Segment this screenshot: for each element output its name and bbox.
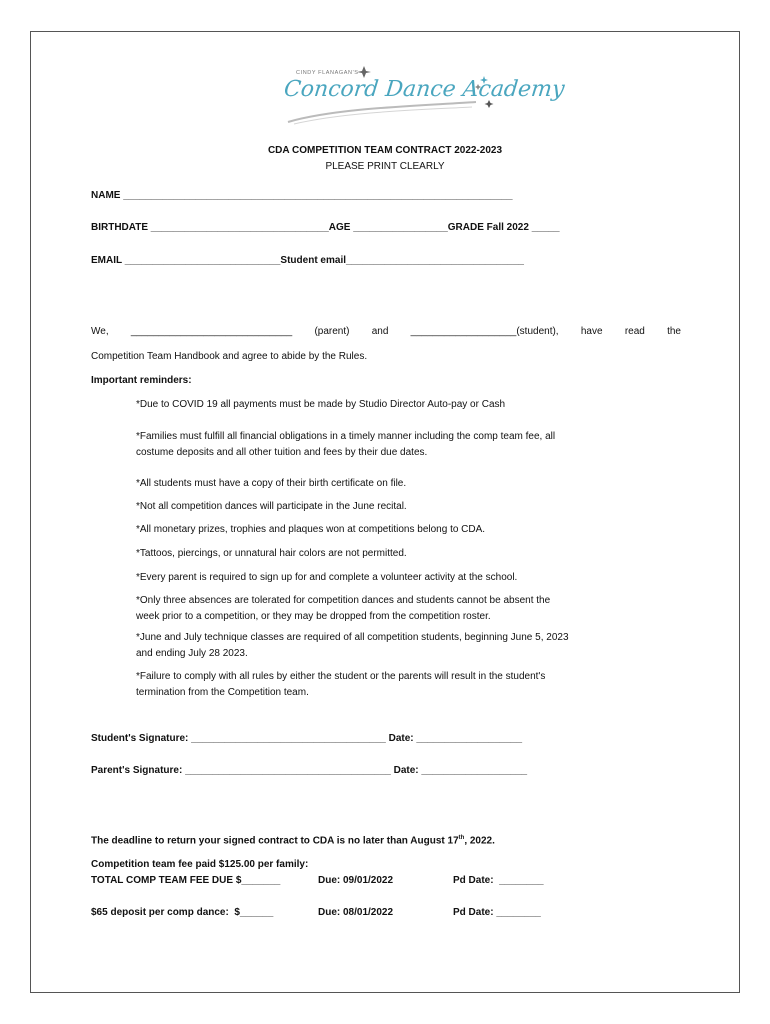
deposit-field[interactable]: $65 deposit per comp dance: $______ [91,907,274,918]
reminder-item: *Only three absences are tolerated for competition dances and students cannot be absent the week prior to a competition, or they may be dropped from the competition roster. [136,595,551,622]
reminder-item: *All monetary prizes, trophies and plaques won at competitions belong to CDA. [136,524,486,535]
academy-logo [276,62,566,128]
deadline-end: , 2022. [464,835,495,847]
total-fee-due-date: Due: 09/01/2022 [318,875,394,886]
reminder-item: *Not all competition dances will participate in the June recital. [136,501,407,512]
reminder-item: *June and July technique classes are required of all competition students, beginning June 5, 2023 and ending July 28 2023. [136,632,569,659]
reminders-heading: Important reminders: [91,375,192,386]
student-name-blank[interactable]: ___________________(student), [410,326,559,337]
reminder-item: *Families must fulfill all financial obligations in a timely manner including the comp team fee, all costume deposits and all other tuition and fees by their due dates. [136,431,556,458]
reminder-item: *Due to COVID 19 all payments must be made by Studio Director Auto-pay or Cash [136,399,506,410]
deadline-text: The deadline to return your signed contract to CDA is no later than August 17 [91,835,459,847]
agreement-the: the [667,326,681,337]
agreement-have: have [580,326,603,337]
logo-subtitle: CINDY FLANAGAN'S [296,70,359,76]
deposit-paid-date-field[interactable]: Pd Date: ________ [453,907,541,918]
agreement-and: and [371,326,389,337]
reminder-item: *Tattoos, piercings, or unnatural hair colors are not permitted. [136,548,407,559]
total-fee-paid-date-field[interactable]: Pd Date: ________ [453,875,544,886]
contract-subtitle: PLEASE PRINT CLEARLY [325,161,445,172]
parent-signature-field[interactable]: Parent's Signature: _____________________________________ Date: ___________________ [91,765,528,776]
total-fee-due-field[interactable]: TOTAL COMP TEAM FEE DUE $_______ [91,875,281,886]
reminder-item: *All students must have a copy of their birth certificate on file. [136,478,407,489]
deadline-superscript: th [458,835,465,841]
fee-paid-line: Competition team fee paid $125.00 per family: [91,859,309,870]
birthdate-age-grade-field[interactable]: BIRTHDATE ________________________________AGE _________________GRADE Fall 2022 _____ [91,222,560,233]
agreement-parent: (parent) [314,326,350,337]
agreement-line-2: Competition Team Handbook and agree to abide by the Rules. [91,351,368,362]
agreement-read: read [624,326,645,337]
agreement-line [91,326,681,337]
reminder-item: *Every parent is required to sign up for and complete a volunteer activity at the school. [136,572,518,583]
contract-title: CDA COMPETITION TEAM CONTRACT 2022-2023 [267,145,503,156]
agreement-we: We, [91,326,109,337]
deadline-notice [91,835,495,846]
logo-name: Concord Dance Academy [282,77,566,102]
deposit-due-date: Due: 08/01/2022 [318,907,394,918]
reminder-item: *Failure to comply with all rules by either the student or the parents will result in the student's termination from the Competition team. [136,671,546,698]
email-field[interactable]: EMAIL ____________________________Student email________________________________ [91,255,524,266]
student-signature-field[interactable]: Student's Signature: ___________________________________ Date: ___________________ [91,733,523,744]
name-field[interactable]: NAME ______________________________________________________________________ [91,190,513,201]
parent-name-blank[interactable]: _____________________________ [130,326,293,337]
